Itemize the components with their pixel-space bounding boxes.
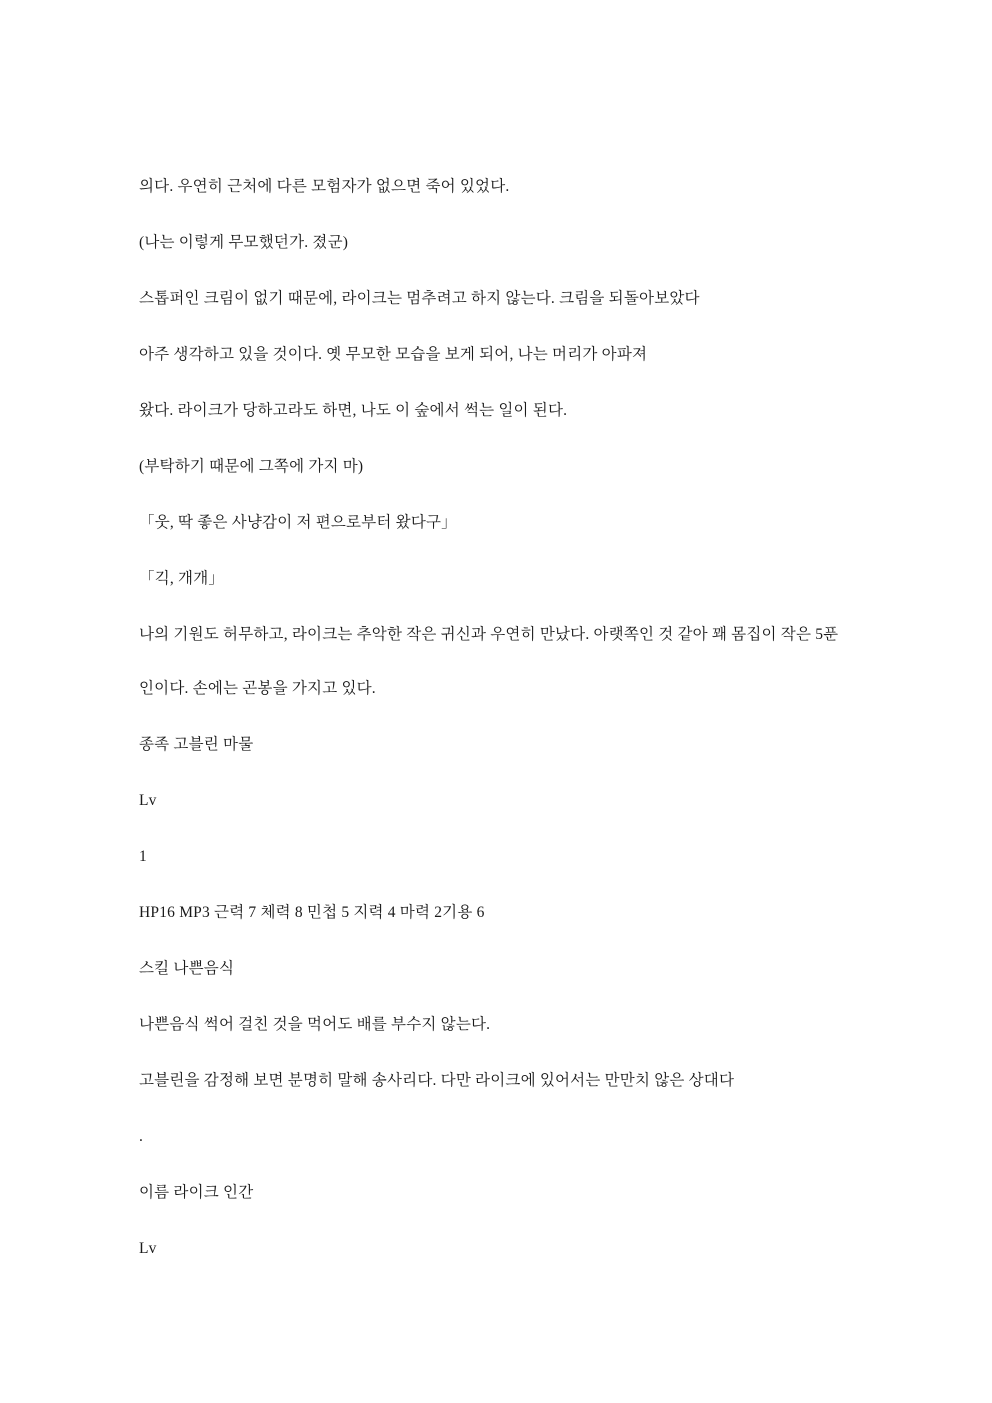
paragraph: 나의 기원도 허무하고, 라이크는 추악한 작은 귀신과 우연히 만났다. 아랫쪽인 것 같아 꽤 몸집이 작은 5푼	[139, 626, 839, 644]
paragraph: 의다. 우연히 근처에 다른 모험자가 없으면 죽어 있었다.	[139, 178, 510, 195]
paragraph: 아주 생각하고 있을 것이다. 옛 무모한 모습을 보게 되어, 나는 머리가 아파져	[139, 346, 648, 364]
paragraph: Lv	[139, 1240, 157, 1258]
document-body	[139, 175, 857, 1261]
paragraph: 「긱, 개개」	[139, 570, 225, 588]
paragraph: 1	[139, 848, 147, 866]
paragraph: 고블린을 감정해 보면 분명히 말해 송사리다. 다만 라이크에 있어서는 만만치 않은 상대다	[139, 1072, 735, 1090]
paragraph: Lv	[139, 792, 157, 810]
paragraph: (나는 이렇게 무모했던가. 졌군)	[139, 234, 349, 252]
paragraph: .	[139, 1128, 144, 1146]
paragraph: 나쁜음식 썩어 걸친 것을 먹어도 배를 부수지 않는다.	[139, 1016, 491, 1034]
paragraph: 이름 라이크 인간	[139, 1184, 254, 1202]
paragraph: (부탁하기 때문에 그쪽에 가지 마)	[139, 458, 364, 476]
paragraph: 스톱퍼인 크림이 없기 때문에, 라이크는 멈추려고 하지 않는다. 크림을 되돌아보았다	[139, 290, 700, 308]
paragraph: 인이다. 손에는 곤봉을 가지고 있다.	[139, 680, 376, 698]
paragraph: 왔다. 라이크가 당하고라도 하면, 나도 이 숲에서 썩는 일이 된다.	[139, 402, 568, 420]
paragraph: 스킬 나쁜음식	[139, 960, 235, 978]
paragraph: 종족 고블린 마물	[139, 736, 254, 754]
paragraph: HP16 MP3 근력 7 체력 8 민첩 5 지력 4 마력 2기용 6	[139, 904, 485, 922]
paragraph: 「웃, 딱 좋은 사냥감이 저 편으로부터 왔다구」	[139, 514, 457, 532]
